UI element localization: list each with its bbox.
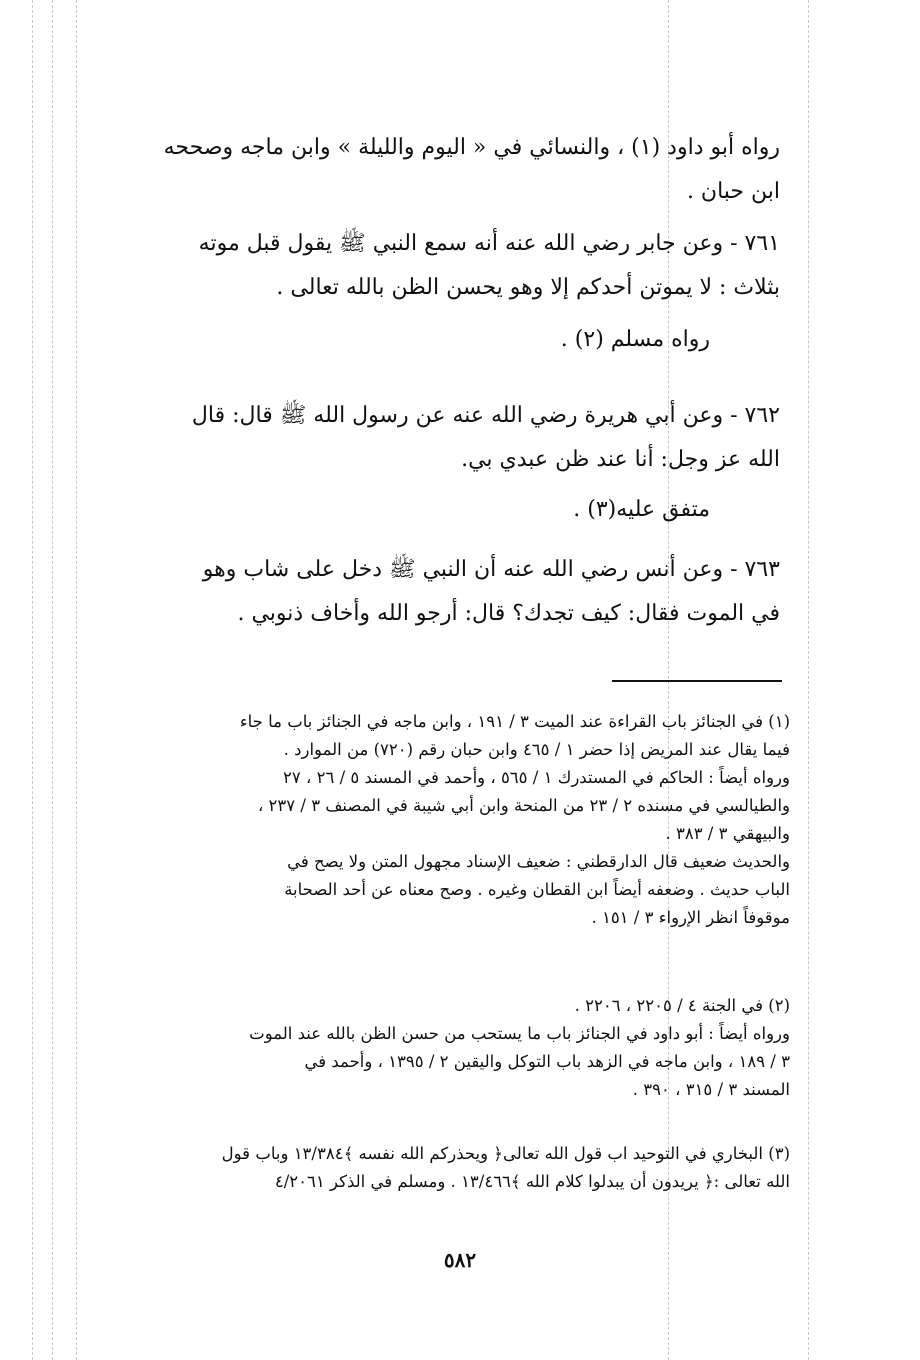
footnote-line: المسند ٣ / ٣١٥ ، ٣٩٠ . [632, 1080, 790, 1099]
text-line: ٧٦٢ - وعن أبي هريرة رضي الله عنه عن رسول الله ﷺ قال: قال [191, 403, 780, 428]
hadith-761 [80, 222, 780, 310]
page-number: ٥٨٢ [443, 1248, 477, 1272]
hadith-762 [80, 394, 780, 482]
footnote-line: (١) في الجنائز باب القراءة عند الميت ٣ / ١٩١ ، وابن ماجه في الجنائز باب ما جاء [239, 712, 790, 731]
footnote-line: (٢) في الجنة ٤ / ٢٢٠٥ ، ٢٢٠٦ . [574, 996, 790, 1015]
footnote-1 [80, 708, 790, 932]
text-line: ٧٦٣ - وعن أنس رضي الله عنه أن النبي ﷺ دخل على شاب وهو [202, 557, 780, 582]
footnote-line: ورواه أيضاً : الحاكم في المستدرك ١ / ٥٦٥ ، وأحمد في المسند ٥ / ٢٦ ، ٢٧ [283, 768, 790, 787]
footnote-separator [612, 680, 782, 682]
hadith-761-source [80, 322, 710, 358]
text-line: ابن حبان . [686, 179, 780, 204]
hadith-762-source [80, 492, 710, 528]
footnote-line: والبيهقي ٣ / ٣٨٣ . [665, 824, 790, 843]
footnote-line: موقوفاً انظر الإرواء ٣ / ١٥١ . [591, 908, 790, 927]
footnote-2 [80, 992, 790, 1104]
paragraph-source-abu-dawud [80, 126, 780, 214]
text-line: ٧٦١ - وعن جابر رضي الله عنه أنه سمع النبي ﷺ يقول قبل موته [198, 231, 780, 256]
footnote-line: والحديث ضعيف قال الدارقطني : ضعيف الإسناد مجهول المتن ولا يصح في [287, 852, 790, 871]
text-line: في الموت فقال: كيف تجدك؟ قال: أرجو الله وأخاف ذنوبي . [237, 601, 780, 626]
footnote-line: ورواه أيضاً : أبو داود في الجنائز باب ما يستحب من حسن الظن بالله عند الموت [249, 1024, 790, 1043]
footnote-line: (٣) البخاري في التوحيد اب قول الله تعالى﴿ ويحذركم الله نفسه ﴾١٣/٣٨٤ وباب قول [221, 1144, 790, 1163]
footnote-line: الله تعالى :﴿ يريدون أن يبدلوا كلام الله ﴾١٣/٤٦٦ . ومسلم في الذكر ٤/٢٠٦١ [274, 1172, 790, 1191]
scan-guide-line [52, 0, 53, 1360]
text-line: رواه أبو داود (١) ، والنسائي في « اليوم والليلة » وابن ماجه وصححه [163, 135, 780, 160]
text-line: بثلاث : لا يموتن أحدكم إلا وهو يحسن الظن بالله تعالى . [276, 275, 780, 300]
scan-guide-line [76, 0, 77, 1360]
text-line: متفق عليه(٣) . [573, 497, 710, 522]
footnote-line: ٣ / ١٨٩ ، وابن ماجه في الزهد باب التوكل واليقين ٢ / ١٣٩٥ ، وأحمد في [304, 1052, 790, 1071]
footnote-3 [80, 1140, 790, 1196]
footnote-line: فيما يقال عند المريض إذا حضر ١ / ٤٦٥ وابن حبان رقم (٧٢٠) من الموارد . [283, 740, 790, 759]
footnote-line: والطيالسي في مسنده ٢ / ٢٣ من المنحة وابن أبي شيبة في المصنف ٣ / ٢٣٧ ، [257, 796, 790, 815]
text-line: رواه مسلم (٢) . [560, 327, 710, 352]
footnote-line: الباب حديث . وضعفه أيضاً ابن القطان وغيره . وصح معناه عن أحد الصحابة [284, 880, 790, 899]
scan-guide-line [808, 0, 809, 1360]
hadith-763 [80, 548, 780, 636]
text-line: الله عز وجل: أنا عند ظن عبدي بي. [461, 447, 780, 472]
scan-guide-line [32, 0, 33, 1360]
